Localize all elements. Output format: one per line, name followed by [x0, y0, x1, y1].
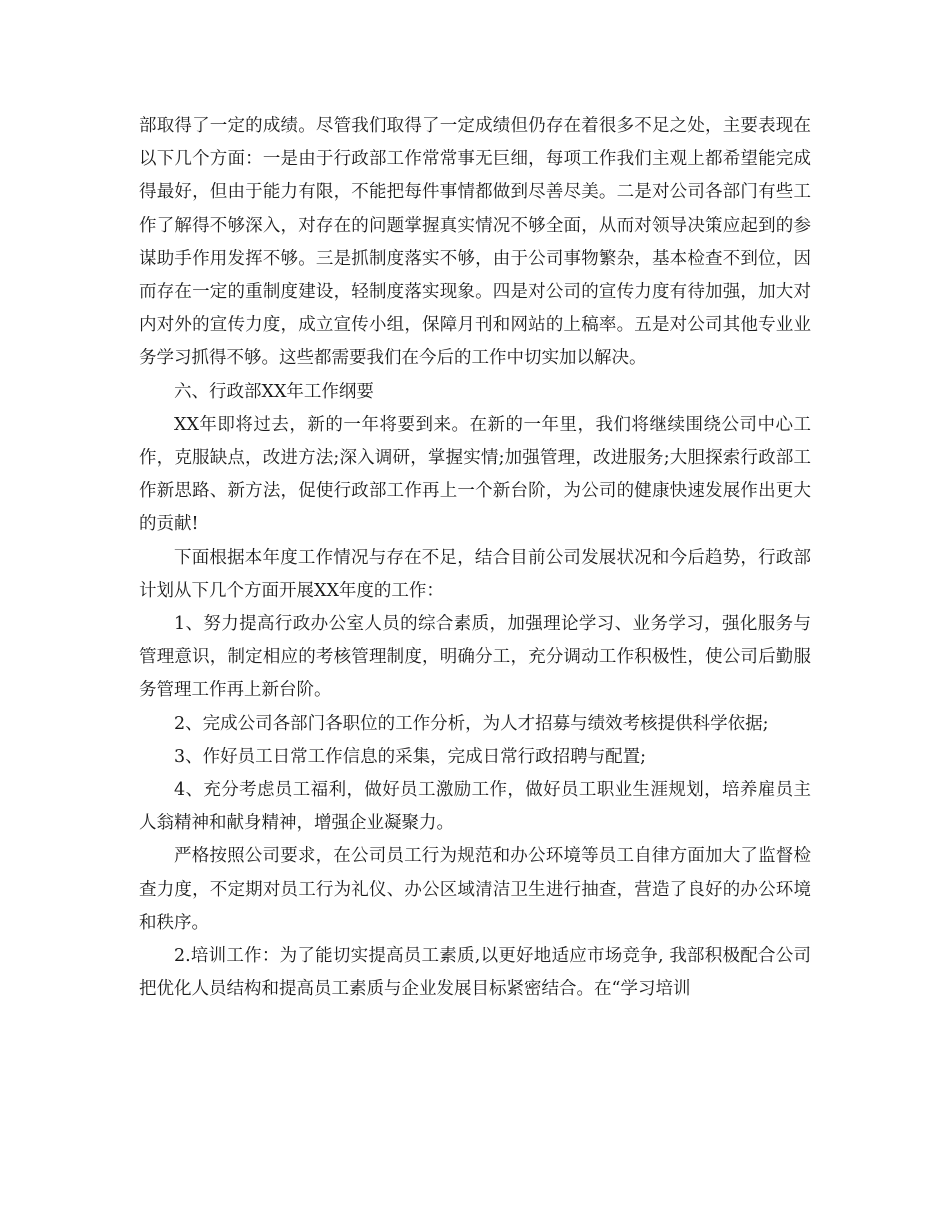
section-heading-work-outline: 六、行政部XX年工作纲要	[174, 381, 374, 402]
paragraph-discipline: 严格按照公司要求，在公司员工行为规范和办公环境等员工自律方面加大了监督检查力度，不定期对员工行为礼仪、办公区域清洁卫生进行抽查，营造了良好的办公环境和秩序。	[139, 846, 811, 933]
list-item-4: 4、充分考虑员工福利，做好员工激励工作，做好员工职业生涯规划，培养雇员主人翁精神和献身精神，增强企业凝聚力。	[139, 780, 811, 834]
document-body	[139, 110, 811, 1006]
paragraph-training: 2.培训工作：为了能切实提高员工素质,以更好地适应市场竞争, 我部积极配合公司把优化人员结构和提高员工素质与企业发展目标紧密结合。在“学习培训	[139, 946, 811, 1000]
paragraph-plan-intro: 下面根据本年度工作情况与存在不足，结合目前公司发展状况和今后趋势，行政部计划从下几个方面开展XX年度的工作：	[139, 547, 811, 601]
paragraph-shortcomings: 部取得了一定的成绩。尽管我们取得了一定成绩但仍存在着很多不足之处，主要表现在以下几个方面：一是由于行政部工作常常事无巨细，每项工作我们主观上都希望能完成得最好，但由于能力有限，不能把每件事情都做到尽善尽美。二是对公司各部门有些工作了解得不够深入，对存在的问题掌握真实情况不够全面，从而对领导决策应起到的参谋助手作用发挥不够。三是抓制度落实不够，由于公司事物繁杂，基本检查不到位，因而存在一定的重制度建设，轻制度落实现象。四是对公司的宣传力度有待加强，加大对内对外的宣传力度，成立宣传小组，保障月刊和网站的上稿率。五是对公司其他专业业务学习抓得不够。这些都需要我们在今后的工作中切实加以解决。	[139, 116, 811, 369]
list-item-1: 1、努力提高行政办公室人员的综合素质，加强理论学习、业务学习，强化服务与管理意识，制定相应的考核管理制度，明确分工，充分调动工作积极性，使公司后勤服务管理工作再上新台阶。	[139, 614, 811, 701]
paragraph-new-year-intro: XX年即将过去，新的一年将要到来。在新的一年里，我们将继续围绕公司中心工作，克服缺点，改进方法;深入调研，掌握实情;加强管理，改进服务;大胆探索行政部工作新思路、新方法，促使行政部工作再上一个新台阶，为公司的健康快速发展作出更大的贡献!	[139, 414, 811, 535]
list-item-3: 3、作好员工日常工作信息的采集，完成日常行政招聘与配置;	[174, 746, 647, 767]
list-item-2: 2、完成公司各部门各职位的工作分析，为人才招募与绩效考核提供科学依据;	[174, 713, 769, 734]
